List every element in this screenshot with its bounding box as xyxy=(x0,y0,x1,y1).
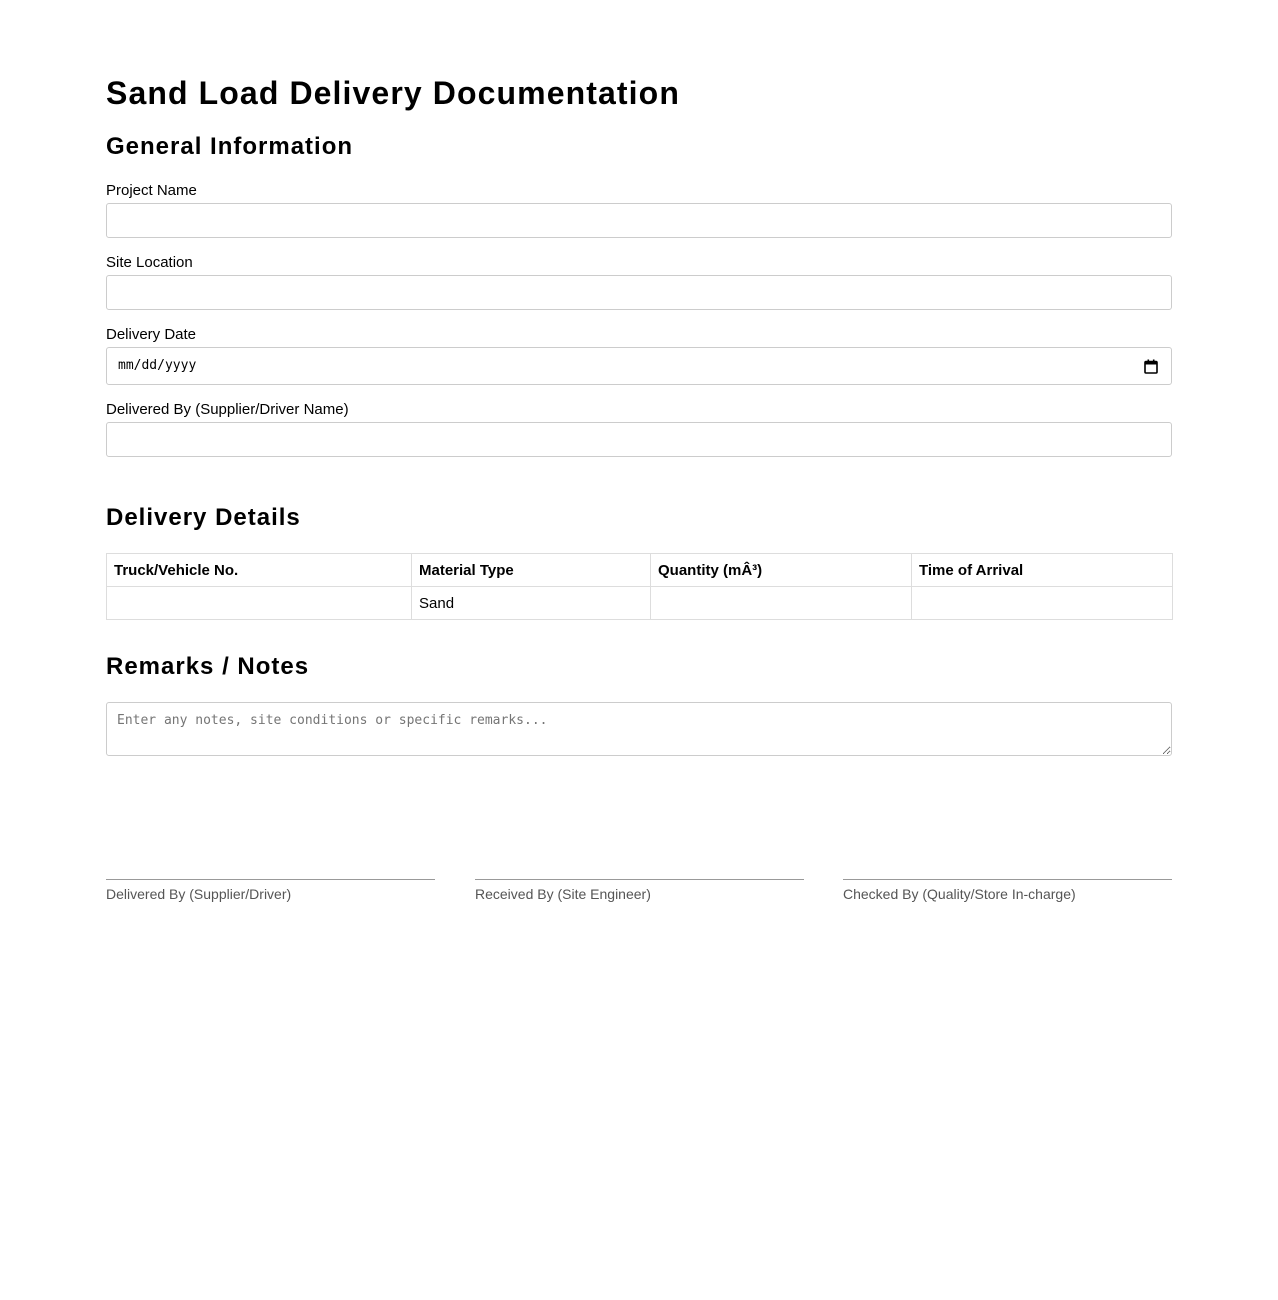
remarks-notes-heading: Remarks / Notes xyxy=(106,653,310,680)
signature-line[interactable] xyxy=(843,879,1172,880)
signature-label-checked-by: Checked By (Quality/Store In-charge) xyxy=(843,886,1076,902)
signature-line[interactable] xyxy=(106,879,435,880)
cell-quantity[interactable] xyxy=(651,587,912,620)
signature-received-by xyxy=(475,879,804,903)
cell-truck-vehicle-no[interactable] xyxy=(107,587,412,620)
page-title: Sand Load Delivery Documentation xyxy=(106,75,680,111)
delivery-date-placeholder: mm/dd/yyyy xyxy=(118,358,197,373)
signature-label-received-by: Received By (Site Engineer) xyxy=(475,886,651,902)
remarks-textarea[interactable] xyxy=(106,702,1172,756)
column-header-quantity: Quantity (mÂ³) xyxy=(651,554,912,587)
delivery-date-input[interactable] xyxy=(106,347,1172,385)
column-header-time-of-arrival: Time of Arrival xyxy=(912,554,1173,587)
delivered-by-label: Delivered By (Supplier/Driver Name) xyxy=(106,401,349,418)
project-name-input[interactable] xyxy=(106,203,1172,238)
site-location-input[interactable] xyxy=(106,275,1172,310)
site-location-label: Site Location xyxy=(106,254,193,271)
calendar-icon[interactable] xyxy=(1144,359,1158,374)
column-header-truck-vehicle-no: Truck/Vehicle No. xyxy=(107,554,412,587)
project-name-label: Project Name xyxy=(106,182,197,199)
signature-checked-by xyxy=(843,879,1172,903)
signature-label-delivered-by: Delivered By (Supplier/Driver) xyxy=(106,886,292,902)
table-header-row xyxy=(107,554,1173,587)
delivery-date-label: Delivery Date xyxy=(106,326,197,343)
delivery-details-table xyxy=(106,553,1173,620)
signature-line[interactable] xyxy=(475,879,804,880)
table-row xyxy=(107,587,1173,620)
general-information-heading: General Information xyxy=(106,133,354,160)
cell-time-of-arrival[interactable] xyxy=(912,587,1173,620)
column-header-material-type: Material Type xyxy=(412,554,651,587)
signature-delivered-by xyxy=(106,879,435,903)
cell-material-type: Sand xyxy=(412,587,651,620)
delivery-details-heading: Delivery Details xyxy=(106,504,301,531)
delivered-by-input[interactable] xyxy=(106,422,1172,457)
